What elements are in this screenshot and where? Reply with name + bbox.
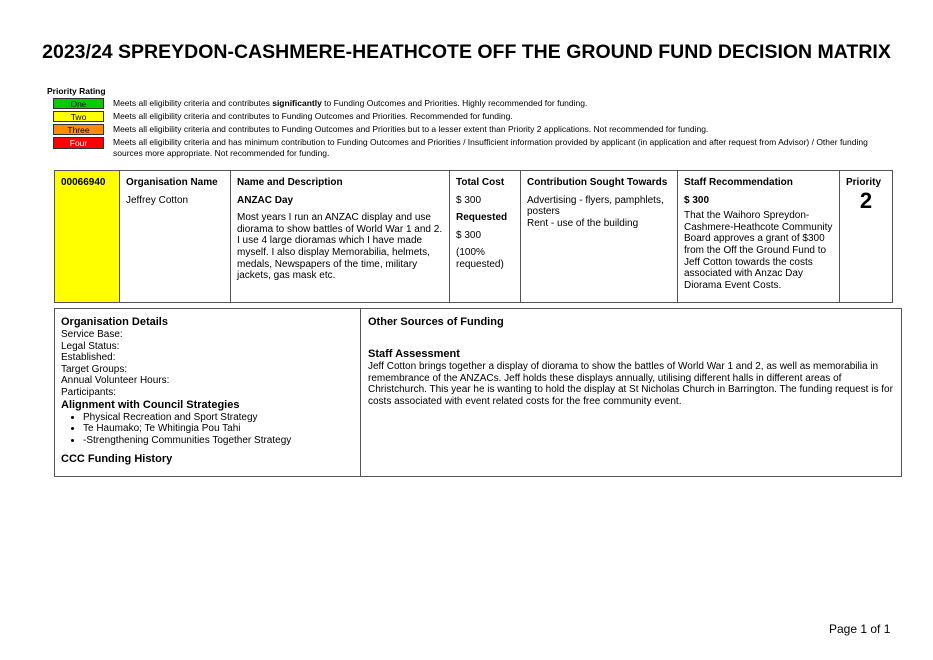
contribution-header: Contribution Sought Towards xyxy=(527,177,668,188)
cost-cell xyxy=(450,171,521,303)
page-number: Page 1 of 1 xyxy=(829,622,891,636)
requested-percentage: (100% requested) xyxy=(456,247,504,270)
org-detail-field: Legal Status: xyxy=(61,340,120,352)
project-name: ANZAC Day xyxy=(237,194,294,206)
staff-recommendation-text: That the Waihoro Spreydon-Cashmere-Heathcote Community Board approves a grant of $300 from the Off the Ground Fund to Jeff Cotton towards the costs associated with Anzac Day Diorama Event Costs. xyxy=(684,210,833,291)
staff-assessment-text: Jeff Cotton brings together a display of diorama to show the battles of World War 1 and 2, as well as memorabilia in remembrance of the ANZACs. Jeff holds these displays annually, utilising different halls in different areas of Christchurch. This year he is wanting to hold the display at St Nicholas Church in Barrington. The funding request is for costs associated with event related costs for the free community event. xyxy=(368,361,893,407)
priority-swatch-four: Four xyxy=(53,137,104,149)
priority-text-four: Meets all eligibility criteria and has minimum contribution to Funding Outcomes and Priorities / Insufficient information provided by applicant (in application and after request from Advisor) / Other funding sources more appropriate. Not recommended for funding. xyxy=(113,137,868,158)
requested-header: Requested xyxy=(456,212,508,224)
org-detail-field: Participants: xyxy=(61,386,117,398)
name-description-cell xyxy=(231,171,450,303)
total-cost-value: $ 300 xyxy=(456,194,482,206)
table-row xyxy=(55,171,893,303)
application-table xyxy=(54,170,893,303)
org-detail-field: Established: xyxy=(61,352,116,364)
priority-text-one: Meets all eligibility criteria and contributes significantly to Funding Outcomes and Priorities. Highly recommended for funding. xyxy=(113,98,588,108)
org-detail-field: Service Base: xyxy=(61,329,123,340)
organisation-cell xyxy=(120,171,231,303)
priority-rating-heading: Priority Rating xyxy=(47,86,106,96)
funding-history-heading: CCC Funding History xyxy=(61,453,173,466)
contribution-item: Rent - use of the building xyxy=(527,217,639,229)
total-cost-header: Total Cost xyxy=(456,177,505,188)
alignment-heading: Alignment with Council Strategies xyxy=(61,398,240,411)
org-detail-field: Target Groups: xyxy=(61,363,128,375)
list-item: • Physical Recreation and Sport Strategy xyxy=(83,412,354,424)
priority-header: Priority xyxy=(846,177,882,188)
application-id-cell xyxy=(55,171,120,303)
organisation-details-panel xyxy=(55,309,361,476)
staff-recommendation-header: Staff Recommendation xyxy=(684,177,793,188)
funding-assessment-panel xyxy=(362,309,901,476)
other-sources-heading: Other Sources of Funding xyxy=(368,316,504,328)
priority-swatch-two: Two xyxy=(53,111,104,122)
requested-value: $ 300 xyxy=(456,229,482,241)
contribution-item: Advertising - flyers, pamphlets, posters xyxy=(527,194,664,218)
staff-recommendation-cell xyxy=(678,171,840,303)
org-name: Jeffrey Cotton xyxy=(126,194,189,206)
name-description-header: Name and Description xyxy=(237,177,343,188)
org-detail-field: Annual Volunteer Hours: xyxy=(61,375,170,387)
application-id: 00066940 xyxy=(61,177,106,188)
org-details-heading: Organisation Details xyxy=(61,316,168,328)
priority-text-three: Meets all eligibility criteria and contributes to Funding Outcomes and Priorities but to a lesser extent than Priority 2 applications. Not recommended for funding. xyxy=(113,124,709,134)
priority-text-two: Meets all eligibility criteria and contributes to Funding Outcomes and Priorities. Recommended for funding. xyxy=(113,111,513,121)
staff-recommendation-amount: $ 300 xyxy=(684,194,710,206)
priority-swatch-three: Three xyxy=(53,124,104,135)
list-item: • -Strengthening Communities Together Strategy xyxy=(83,435,354,447)
priority-cell xyxy=(840,171,893,303)
contribution-cell xyxy=(521,171,678,303)
project-description: Most years I run an ANZAC display and use diorama to show battles of World War 1 and 2. I use 4 large dioramas which I have made myself. I also display Memorabilia, helmets, medals, Newspapers of the time, military jackets, gas mask etc. xyxy=(237,212,443,282)
priority-value: 2 xyxy=(859,187,873,213)
org-name-header: Organisation Name xyxy=(126,177,218,188)
strategy-list xyxy=(61,412,354,447)
staff-assessment-heading: Staff Assessment xyxy=(368,348,460,360)
page-title: 2023/24 SPREYDON-CASHMERE-HEATHCOTE OFF THE GROUND FUND DECISION MATRIX xyxy=(42,41,891,63)
list-item: • Te Haumako; Te Whitingia Pou Tahi xyxy=(83,423,354,435)
details-box xyxy=(54,308,902,477)
priority-swatch-one: One xyxy=(53,98,104,109)
